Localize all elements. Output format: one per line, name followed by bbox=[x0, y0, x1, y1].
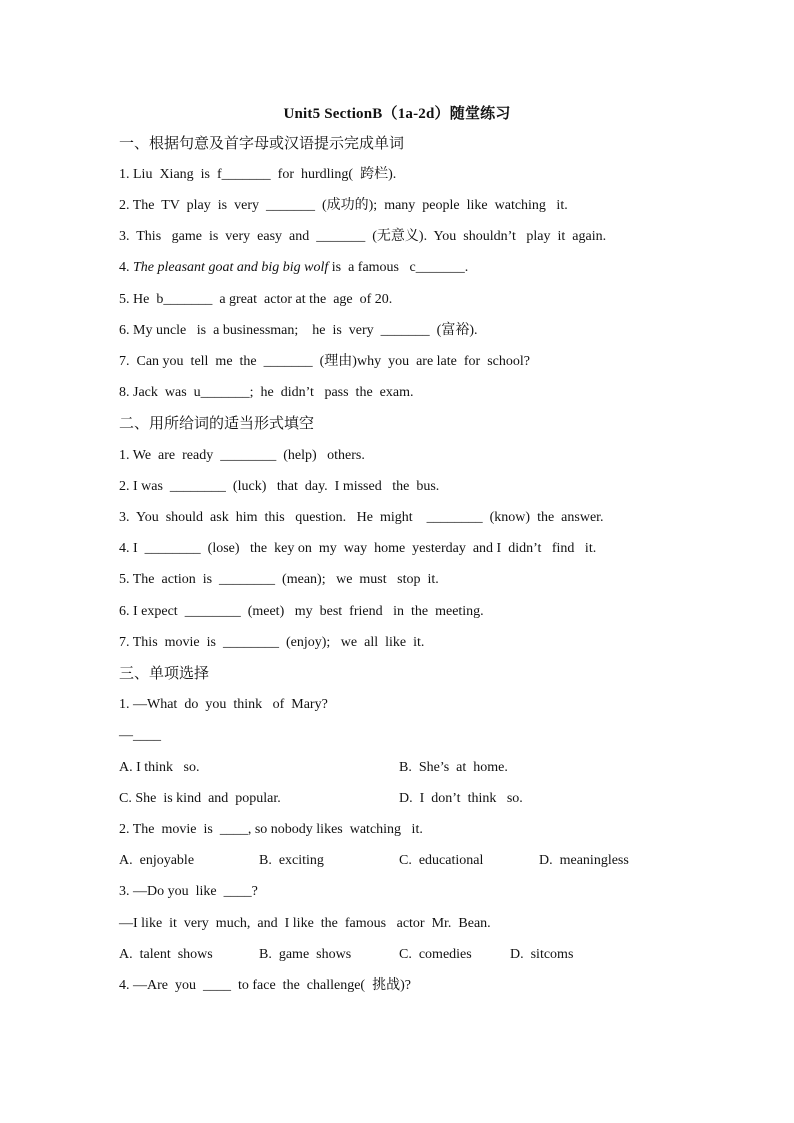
page-title: Unit5 SectionB（1a-2d）随堂练习 bbox=[283, 106, 511, 122]
s3-q1-option-b: B. She’s at home. bbox=[399, 760, 508, 775]
s1-item-3: 3. This game is very easy and _______ (无意义). You shouldn’t play it again. bbox=[119, 229, 607, 244]
s3-q2-stem: 2. The movie is ____, so nobody likes watching it. bbox=[119, 822, 423, 837]
section-3-heading: 三、单项选择 bbox=[119, 664, 210, 682]
s3-q3-option-c: C. comedies bbox=[399, 947, 472, 962]
s3-q3-option-a: A. talent shows bbox=[119, 947, 213, 962]
s1-item-4-italic-title: The pleasant goat and big big wolf bbox=[133, 260, 329, 275]
s1-item-5: 5. He b_______ a great actor at the age of 20. bbox=[119, 292, 393, 307]
s3-q2-option-a: A. enjoyable bbox=[119, 853, 195, 868]
s3-q1-option-c: C. She is kind and popular. bbox=[119, 791, 281, 806]
s1-item-4 bbox=[119, 259, 468, 277]
s2-item-5: 5. The action is ________ (mean); we must stop it. bbox=[119, 572, 439, 587]
s3-q2-option-b: B. exciting bbox=[259, 853, 324, 868]
s1-item-2: 2. The TV play is very _______ (成功的); many people like watching it. bbox=[119, 198, 568, 213]
s3-q1-option-a: A. I think so. bbox=[119, 760, 200, 775]
s3-q4-stem: 4. —Are you ____ to face the challenge( 挑战)? bbox=[119, 978, 411, 993]
s2-item-6: 6. I expect ________ (meet) my best friend in the meeting. bbox=[119, 604, 484, 619]
s3-q2-option-d: D. meaningless bbox=[539, 853, 629, 868]
s1-item-8: 8. Jack was u_______; he didn’t pass the exam. bbox=[119, 385, 414, 400]
s3-q3-reply: —I like it very much, and I like the famous actor Mr. Bean. bbox=[119, 916, 491, 931]
s2-item-7: 7. This movie is ________ (enjoy); we all like it. bbox=[119, 635, 425, 650]
s1-item-4-number: 4. bbox=[119, 260, 133, 275]
s2-item-2: 2. I was ________ (luck) that day. I missed the bus. bbox=[119, 479, 440, 494]
s3-q1-option-d: D. I don’t think so. bbox=[399, 791, 523, 806]
s3-q3-option-b: B. game shows bbox=[259, 947, 352, 962]
s2-item-4: 4. I ________ (lose) the key on my way home yesterday and I didn’t find it. bbox=[119, 541, 597, 556]
s2-item-3: 3. You should ask him this question. He might ________ (know) the answer. bbox=[119, 510, 604, 525]
s1-item-7: 7. Can you tell me the _______ (理由)why you are late for school? bbox=[119, 354, 530, 369]
s3-q1-answer-line: —____ bbox=[119, 728, 161, 743]
s1-item-1: 1. Liu Xiang is f_______ for hurdling( 跨栏). bbox=[119, 167, 397, 182]
s3-q3-stem: 3. —Do you like ____? bbox=[119, 884, 258, 899]
section-1-heading: 一、根据句意及首字母或汉语提示完成单词 bbox=[119, 134, 405, 152]
s3-q2-option-c: C. educational bbox=[399, 853, 484, 868]
s2-item-1: 1. We are ready ________ (help) others. bbox=[119, 448, 365, 463]
section-2-heading: 二、用所给词的适当形式填空 bbox=[119, 414, 315, 432]
s3-q3-option-d: D. sitcoms bbox=[510, 947, 574, 962]
s1-item-6: 6. My uncle is a businessman; he is very _______ (富裕). bbox=[119, 323, 478, 338]
s3-q1-stem: 1. —What do you think of Mary? bbox=[119, 697, 328, 712]
s1-item-4-suffix: is a famous c_______. bbox=[328, 260, 469, 275]
